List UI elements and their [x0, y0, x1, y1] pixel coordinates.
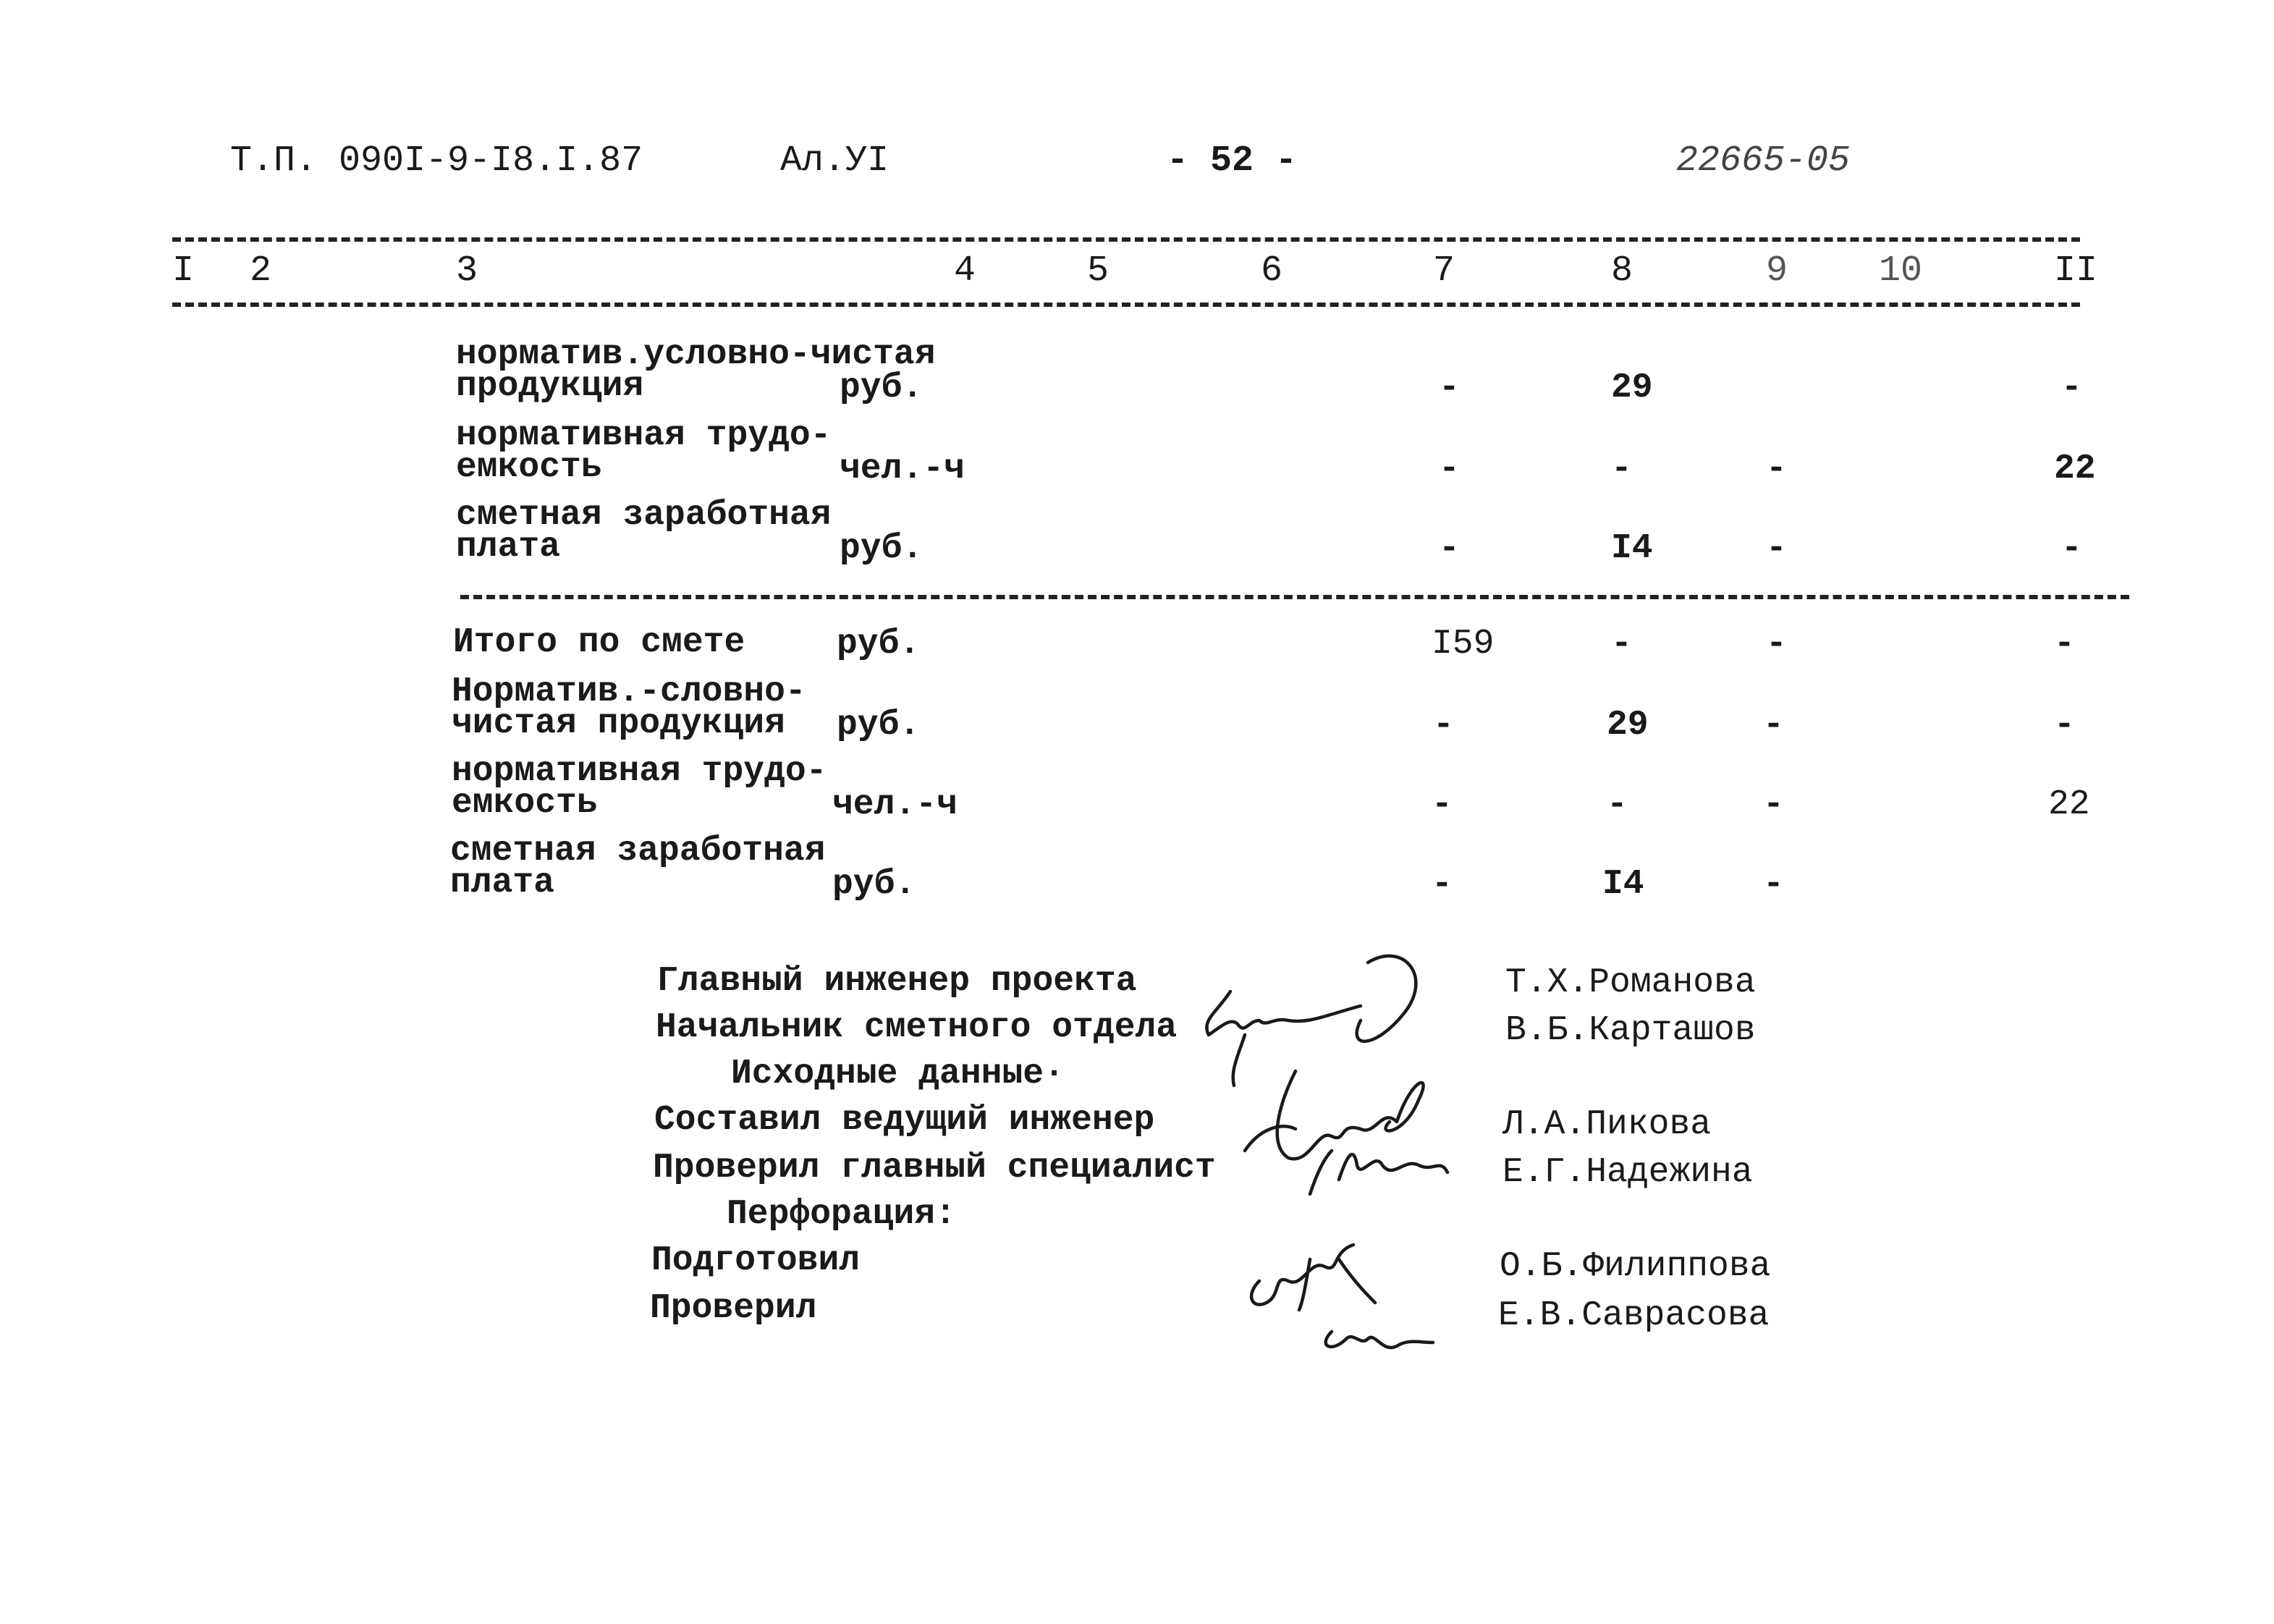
row-label-line: сметная заработная: [450, 832, 826, 871]
row-label-line: сметная заработная: [456, 496, 832, 535]
name-pikova: Л.А.Пикова: [1502, 1105, 1712, 1144]
name-nadezhina: Е.Г.Надежина: [1502, 1153, 1753, 1192]
role-estimate-dept-head: Начальник сметного отдела: [656, 1008, 1178, 1047]
row-unit: руб.: [832, 865, 916, 904]
cell-col9: -: [1766, 449, 1787, 489]
name-kartashov: В.Б.Карташов: [1505, 1011, 1756, 1050]
role-source-data-heading: Исходные данные·: [731, 1054, 1065, 1094]
page-number: - 52 -: [1167, 140, 1298, 182]
cell-col11: 22: [2048, 785, 2090, 824]
name-filippova: О.Б.Филиппова: [1500, 1247, 1771, 1286]
cell-col8: I4: [1611, 529, 1653, 568]
column-3: 3: [456, 250, 478, 292]
row-unit: чел.-ч: [832, 785, 958, 824]
header-rule-top: [172, 237, 2080, 242]
row-unit: руб.: [837, 706, 921, 745]
cell-col11: 22: [2054, 449, 2096, 489]
cell-col11: -: [2061, 368, 2082, 407]
cell-col7: -: [1433, 706, 1454, 745]
cell-col8: -: [1611, 449, 1632, 489]
doc-code: Т.П. 090I-9-I8.I.87: [230, 140, 643, 182]
signature-3: [1230, 1230, 1447, 1361]
name-romanova: Т.Х.Романова: [1505, 963, 1756, 1002]
column-2: 2: [250, 250, 272, 292]
cell-col9: -: [1766, 529, 1787, 568]
row-label-line: Итого по смете: [453, 623, 745, 662]
row-label-line: плата: [450, 863, 555, 902]
row-label-line: продукция: [456, 367, 644, 406]
inventory-number: 22665-05: [1676, 140, 1851, 182]
signature-2: [1230, 1057, 1462, 1201]
cell-col9: -: [1766, 625, 1787, 664]
row-unit: руб.: [840, 368, 923, 407]
cell-col9: -: [1763, 785, 1784, 824]
cell-col9: -: [1763, 865, 1784, 904]
column-7: 7: [1433, 250, 1455, 292]
cell-col7: -: [1439, 449, 1460, 489]
role-compiled-by: Составил ведущий инженер: [654, 1101, 1155, 1140]
cell-col7: -: [1432, 785, 1453, 824]
column-5: 5: [1087, 250, 1109, 292]
column-1: I: [172, 250, 195, 292]
cell-col11: -: [2054, 625, 2075, 664]
cell-col8: -: [1611, 625, 1632, 664]
cell-col7: -: [1432, 865, 1453, 904]
cell-col9: -: [1763, 706, 1784, 745]
role-checked-by: Проверил: [650, 1289, 817, 1328]
row-label-line: плата: [456, 528, 561, 567]
cell-col8: 29: [1611, 368, 1653, 407]
section-divider: [460, 595, 2129, 599]
cell-col8: -: [1607, 785, 1628, 824]
column-8: 8: [1611, 250, 1633, 292]
row-label-line: норматив.условно-чистая: [456, 335, 936, 374]
header-rule-bottom: [172, 303, 2080, 307]
cell-col11: -: [2054, 706, 2075, 745]
row-unit: чел.-ч: [840, 449, 965, 489]
row-label-line: Норматив.-словно-: [452, 672, 806, 711]
row-label-line: емкость: [456, 448, 602, 487]
column-4: 4: [954, 250, 976, 292]
row-label-line: чистая продукция: [452, 704, 785, 743]
column-9: 9: [1766, 250, 1788, 292]
column-10: 10: [1879, 250, 1923, 292]
cell-col7: I59: [1432, 625, 1495, 664]
role-chief-engineer: Главный инженер проекта: [657, 962, 1137, 1001]
column-11: II: [2054, 250, 2098, 292]
row-unit: руб.: [837, 625, 921, 664]
row-label-line: емкость: [452, 784, 598, 823]
column-6: 6: [1261, 250, 1283, 292]
cell-col8: I4: [1602, 865, 1644, 904]
name-savrasova: Е.В.Саврасова: [1498, 1296, 1770, 1335]
role-checked-by-specialist: Проверил главный специалист: [653, 1149, 1216, 1188]
cell-col8: 29: [1607, 706, 1649, 745]
role-perforation-heading: Перфорация:: [727, 1195, 956, 1234]
role-prepared-by: Подготовил: [651, 1241, 861, 1280]
cell-col7: -: [1439, 368, 1460, 407]
cell-col11: -: [2061, 529, 2082, 568]
row-label-line: нормативная трудо-: [456, 416, 832, 455]
album-label: Ал.УI: [780, 140, 889, 182]
cell-col7: -: [1439, 529, 1460, 568]
row-unit: руб.: [840, 529, 923, 568]
row-label-line: нормативная трудо-: [452, 752, 827, 791]
